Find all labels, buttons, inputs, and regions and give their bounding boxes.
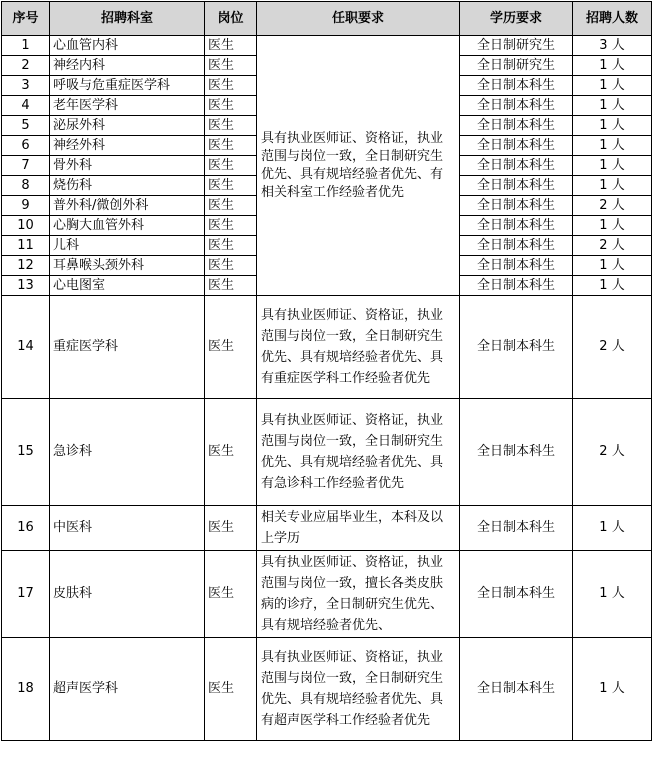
cell-no: 1	[2, 36, 50, 56]
cell-dept: 急诊科	[50, 399, 205, 506]
cell-position: 医生	[205, 399, 257, 506]
cell-position: 医生	[205, 236, 257, 256]
cell-education: 全日制本科生	[460, 136, 573, 156]
cell-no: 2	[2, 56, 50, 76]
cell-education: 全日制研究生	[460, 56, 573, 76]
header-requirements: 任职要求	[257, 2, 460, 36]
cell-dept: 普外科/微创外科	[50, 196, 205, 216]
cell-education: 全日制研究生	[460, 36, 573, 56]
cell-education: 全日制本科生	[460, 399, 573, 506]
cell-position: 医生	[205, 276, 257, 296]
cell-count: 2 人	[573, 196, 652, 216]
cell-position: 医生	[205, 256, 257, 276]
cell-count: 3 人	[573, 36, 652, 56]
cell-count: 2 人	[573, 399, 652, 506]
cell-position: 医生	[205, 56, 257, 76]
cell-no: 4	[2, 96, 50, 116]
cell-position: 医生	[205, 156, 257, 176]
cell-position: 医生	[205, 136, 257, 156]
cell-position: 医生	[205, 296, 257, 399]
cell-count: 2 人	[573, 236, 652, 256]
cell-position: 医生	[205, 638, 257, 741]
cell-dept: 泌尿外科	[50, 116, 205, 136]
cell-count: 1 人	[573, 176, 652, 196]
cell-education: 全日制本科生	[460, 216, 573, 236]
cell-no: 10	[2, 216, 50, 236]
cell-no: 11	[2, 236, 50, 256]
cell-no: 8	[2, 176, 50, 196]
cell-education: 全日制本科生	[460, 256, 573, 276]
cell-count: 1 人	[573, 96, 652, 116]
cell-no: 7	[2, 156, 50, 176]
cell-dept: 神经外科	[50, 136, 205, 156]
cell-no: 3	[2, 76, 50, 96]
cell-dept: 重症医学科	[50, 296, 205, 399]
cell-count: 1 人	[573, 551, 652, 638]
cell-position: 医生	[205, 36, 257, 56]
cell-education: 全日制本科生	[460, 116, 573, 136]
cell-requirements: 相关专业应届毕业生，本科及以上学历	[257, 506, 460, 551]
cell-count: 1 人	[573, 256, 652, 276]
cell-education: 全日制本科生	[460, 276, 573, 296]
cell-count: 1 人	[573, 216, 652, 236]
header-education: 学历要求	[460, 2, 573, 36]
cell-education: 全日制本科生	[460, 551, 573, 638]
table-row	[2, 36, 652, 56]
header-no: 序号	[2, 2, 50, 36]
cell-education: 全日制本科生	[460, 96, 573, 116]
cell-education: 全日制本科生	[460, 156, 573, 176]
cell-education: 全日制本科生	[460, 506, 573, 551]
cell-no: 17	[2, 551, 50, 638]
cell-count: 1 人	[573, 638, 652, 741]
cell-position: 医生	[205, 506, 257, 551]
cell-dept: 神经内科	[50, 56, 205, 76]
header-row	[2, 2, 652, 36]
cell-count: 1 人	[573, 116, 652, 136]
cell-shared-requirements: 具有执业医师证、资格证，执业范围与岗位一致，全日制研究生优先、具有规培经验者优先、有相关科室工作经验者优先	[257, 36, 460, 296]
cell-education: 全日制本科生	[460, 196, 573, 216]
cell-education: 全日制本科生	[460, 296, 573, 399]
cell-education: 全日制本科生	[460, 176, 573, 196]
cell-no: 5	[2, 116, 50, 136]
table-row	[2, 399, 652, 506]
cell-no: 13	[2, 276, 50, 296]
cell-count: 1 人	[573, 506, 652, 551]
table-row	[2, 638, 652, 741]
header-position: 岗位	[205, 2, 257, 36]
cell-dept: 超声医学科	[50, 638, 205, 741]
cell-dept: 呼吸与危重症医学科	[50, 76, 205, 96]
cell-education: 全日制本科生	[460, 76, 573, 96]
cell-dept: 老年医学科	[50, 96, 205, 116]
cell-requirements: 具有执业医师证、资格证，执业范围与岗位一致，擅长各类皮肤病的诊疗，全日制研究生优先、具有规培经验者优先、	[257, 551, 460, 638]
cell-position: 医生	[205, 76, 257, 96]
cell-count: 1 人	[573, 136, 652, 156]
cell-requirements: 具有执业医师证、资格证，执业范围与岗位一致，全日制研究生优先、具有规培经验者优先、具有重症医学科工作经验者优先	[257, 296, 460, 399]
cell-position: 医生	[205, 96, 257, 116]
cell-dept: 耳鼻喉头颈外科	[50, 256, 205, 276]
cell-count: 1 人	[573, 156, 652, 176]
cell-dept: 心血管内科	[50, 36, 205, 56]
cell-dept: 烧伤科	[50, 176, 205, 196]
cell-position: 医生	[205, 196, 257, 216]
cell-no: 12	[2, 256, 50, 276]
cell-dept: 心电图室	[50, 276, 205, 296]
cell-position: 医生	[205, 551, 257, 638]
cell-count: 1 人	[573, 276, 652, 296]
cell-requirements: 具有执业医师证、资格证，执业范围与岗位一致，全日制研究生优先、具有规培经验者优先、具有超声医学科工作经验者优先	[257, 638, 460, 741]
cell-no: 16	[2, 506, 50, 551]
cell-position: 医生	[205, 216, 257, 236]
table-row	[2, 551, 652, 638]
cell-no: 9	[2, 196, 50, 216]
table-row	[2, 296, 652, 399]
cell-requirements: 具有执业医师证、资格证，执业范围与岗位一致，全日制研究生优先、具有规培经验者优先、具有急诊科工作经验者优先	[257, 399, 460, 506]
cell-dept: 中医科	[50, 506, 205, 551]
cell-no: 14	[2, 296, 50, 399]
cell-no: 18	[2, 638, 50, 741]
cell-dept: 儿科	[50, 236, 205, 256]
cell-no: 6	[2, 136, 50, 156]
cell-count: 1 人	[573, 76, 652, 96]
cell-count: 2 人	[573, 296, 652, 399]
cell-dept: 骨外科	[50, 156, 205, 176]
cell-education: 全日制本科生	[460, 638, 573, 741]
header-count: 招聘人数	[573, 2, 652, 36]
cell-dept: 心胸大血管外科	[50, 216, 205, 236]
table-row	[2, 506, 652, 551]
cell-dept: 皮肤科	[50, 551, 205, 638]
header-dept: 招聘科室	[50, 2, 205, 36]
cell-no: 15	[2, 399, 50, 506]
cell-position: 医生	[205, 176, 257, 196]
recruitment-table	[1, 1, 652, 741]
cell-education: 全日制本科生	[460, 236, 573, 256]
cell-position: 医生	[205, 116, 257, 136]
cell-count: 1 人	[573, 56, 652, 76]
